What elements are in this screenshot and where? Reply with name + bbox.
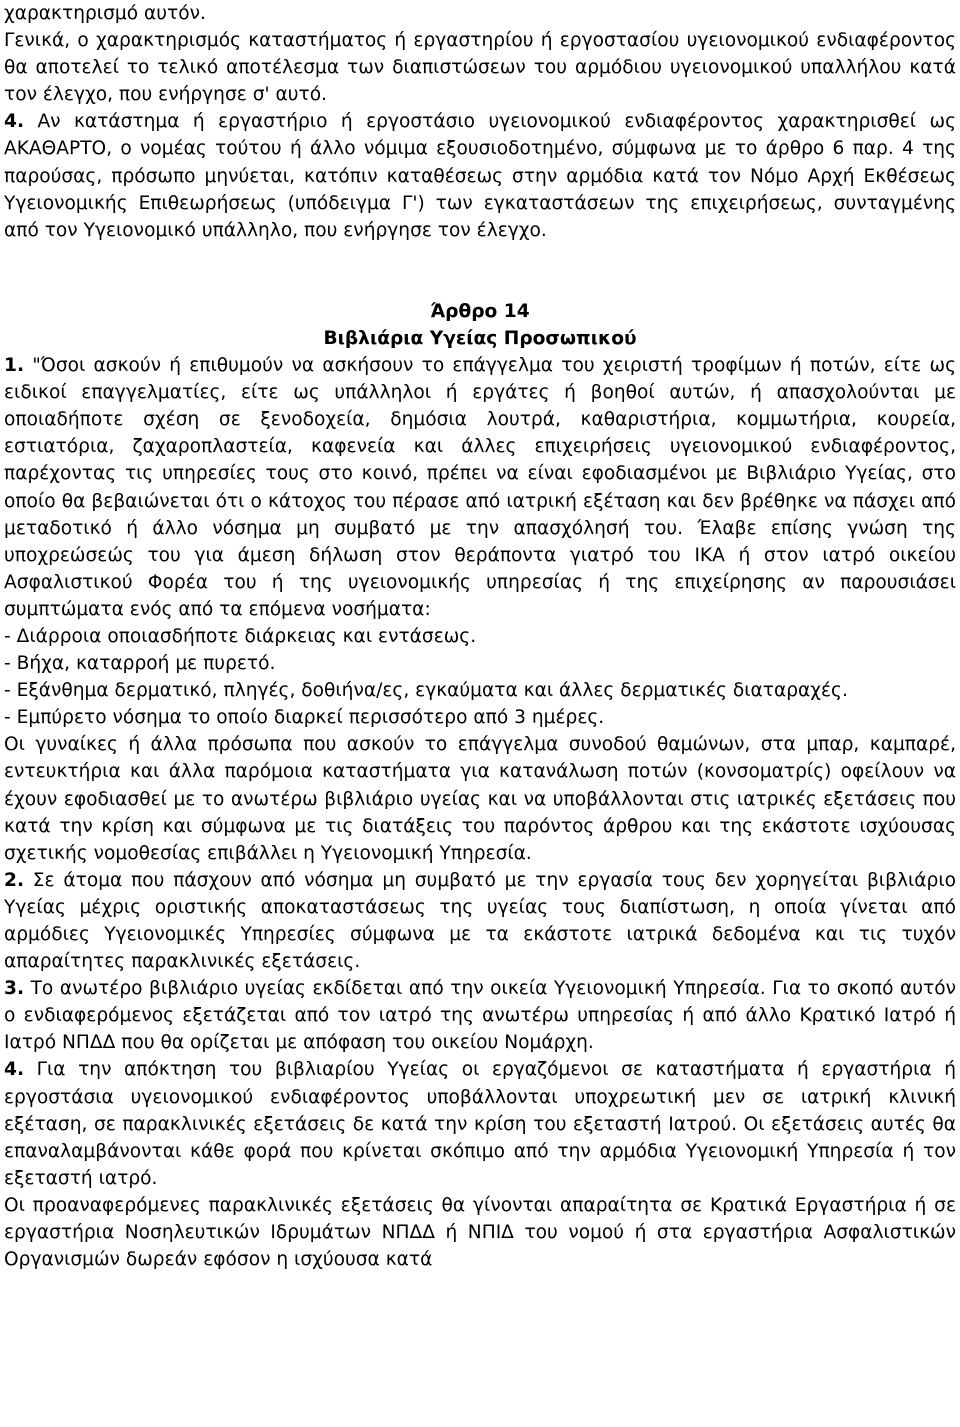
women-paragraph: Οι γυναίκες ή άλλα πρόσωπα που ασκούν το επάγγελμα συνοδού θαμώνων, στα μπαρ, καμπαρέ, εντευκτήρια και άλλα παρόμοια καταστήματα για κατανάλωση ποτών (κονσοματρίς) οφείλουν να έχουν εφοδιασθεί με το ανωτέρω βιβλιάριο υγείας και να υποβάλλονται στις ιατρικές εξετάσεις που κατά την κρίση και σύμφωνα με τις διατάξεις του παρόντος άρθρου και της εκάστοτε ισχύουσας σχετικής νομοθεσίας επιβάλλει η Υγειονομική Υπηρεσία.	[4, 734, 956, 864]
paragraph-2	[4, 867, 956, 975]
article-title: Άρθρο 14	[430, 300, 530, 322]
symptom-item: - Βήχα, καταρροή με πυρετό.	[4, 653, 276, 675]
item-4-paragraph	[4, 108, 956, 243]
paragraph-2-number: 2.	[4, 869, 25, 891]
item-4-text: Αν κατάστημα ή εργαστήριο ή εργοστάσιο υγειονομικού ενδιαφέροντος χαρακτηρισθεί ως ΑΚΑΘΑΡΤΟ, ο νομέας τούτου ή άλλο νόμιμα εξουσιοδοτημένο, σύμφωνα με το άρθρο 6 παρ. 4 της παρούσας, πρόσωπο μηνύεται, κατόπιν καταθέσεως στην αρμόδια κατά τον Νόμο Αρχή Εκθέσεως Υγειονομικής Επιθεωρήσεως (υπόδειγμα Γ') των εγκαταστάσεων της επιχειρήσεως, συνταγμένης από τον Υγειονομικό υπάλληλο, που ενήργησε τον έλεγχο.	[4, 111, 956, 241]
symptom-item: - Εμπύρετο νόσημα το οποίο διαρκεί περισσότερο από 3 ημέρες.	[4, 707, 605, 729]
section-gap	[4, 244, 956, 298]
paragraph-3-text: Το ανωτέρο βιβλιάριο υγείας εκδίδεται από την οικεία Υγειονομική Υπηρεσία. Για το σκοπό αυτόν ο ενδιαφερόμενος εξετάζεται από τον ιατρό της ανωτέρω υπηρεσίας ή από άλλο Κρατικό Ιατρό ή Ιατρό ΝΠΔΔ που θα ορίζεται με απόφαση του οικείου Νομάρχη.	[4, 978, 956, 1054]
symptom-item: - Διάρροια οποιασδήποτε διάρκειας και εντάσεως.	[4, 625, 477, 647]
paragraph-1	[4, 352, 956, 623]
paragraph-3-number: 3.	[4, 978, 25, 1000]
paragraph-4-number: 4.	[4, 1059, 25, 1081]
document-page	[4, 0, 956, 1273]
final-paragraph: Οι προαναφερόμενες παρακλινικές εξετάσεις θα γίνονται απαραίτητα σε Κρατικά Εργαστήρια ή σε εργαστήρια Νοσηλευτικών Ιδρυμάτων ΝΠΔΔ ή ΝΠΙΔ του νομού ή στα εργαστήρια Ασφαλιστικών Οργανισμών δωρεάν εφόσον η ισχύουσα κατά	[4, 1194, 956, 1271]
paragraph-4-text: Για την απόκτηση του βιβλιαρίου Υγείας οι εργαζόμενοι σε καταστήματα ή εργαστήρια ή εργοστάσια υγειονομικού ενδιαφέροντος υποβάλλονται υποχρεωτική μεν σε ιατρική κλινική εξέταση, σε παρακλινικές εξετάσεις δε κατά την κρίση του εξεταστή Ιατρού. Οι εξετάσεις αυτές θα επαναλαμβάνονται κάθε φορά που κρίνεται σκόπιμο από την αρμόδια Υγειονομική Υπηρεσία ή τον εξεταστή ιατρό.	[4, 1059, 956, 1189]
item-4-number: 4.	[4, 111, 25, 133]
paragraph-2-text: Σε άτομα που πάσχουν από νόσημα μη συμβατό με την εργασία τους δεν χορηγείται βιβλιάριο Υγείας μέχρις οριστικής αποκαταστάσεως της υγείας τους διαπίστωση, η οποία γίνεται από αρμόδιες Υγειονομικές Υπηρεσίες σύμφωνα με τα εκάστοτε ιατρικά δεδομένα και τις τυχόν απαραίτητες παρακλινικές εξετάσεις.	[4, 869, 956, 973]
paragraph-4	[4, 1056, 956, 1191]
article-subtitle: Βιβλιάρια Υγείας Προσωπικού	[323, 327, 637, 349]
intro-paragraph: Γενικά, ο χαρακτηρισμός καταστήματος ή εργαστηρίου ή εργοστασίου υγειονομικού ενδιαφέροντος θα αποτελεί το τελικό αποτέλεσμα των διαπιστώσεων του αρμόδιου υγειονομικού υπαλλήλου κατά τον έλεγχο, που ενήργησε σ' αυτό.	[4, 30, 956, 106]
symptom-item: - Εξάνθημα δερματικό, πληγές, δοθιήνα/ες, εγκαύματα και άλλες δερματικές διαταραχές.	[4, 680, 848, 702]
paragraph-3	[4, 975, 956, 1056]
paragraph-1-number: 1.	[4, 355, 25, 377]
intro-line: χαρακτηρισμό αυτόν.	[4, 3, 206, 24]
paragraph-1-text: "Όσοι ασκούν ή επιθυμούν να ασκήσουν το επάγγελμα του χειριστή τροφίμων ή ποτών, είτε ως ειδικοί επαγγελματίες, είτε ως υπάλληλοι ή εργάτες ή βοηθοί αυτών, ή απασχολούνται με οποιαδήποτε σχέση σε ξενοδοχεία, δημόσια λουτρά, καθαριστήρια, κομμωτήρια, κουρεία, εστιατόρια, ζαχαροπλαστεία, καφενεία και άλλες επιχειρήσεις υγειονομικού ενδιαφέροντος, παρέχοντας τις υπηρεσίες τους στο κοινό, πρέπει να είναι εφοδιασμένοι με Βιβλιάριο Υγείας, στο οποίο θα βεβαιώνεται ότι ο κάτοχος του πέρασε από ιατρική εξέταση και δεν βρέθηκε να πάσχει από μεταδοτικό ή άλλο νόσημα μη συμβατό με την απασχόλησή του. Έλαβε επίσης γνώση της υποχρεώσεώς του για άμεση δήλωση στον θεράποντα γιατρό του ΙΚΑ ή στον ιατρό οικείου Ασφαλιστικού Φορέα του ή της υγειονομικής υπηρεσίας ή της επιχείρησης αν παρουσιάσει συμπτώματα ενός από τα επόμενα νοσήματα:	[4, 355, 956, 620]
